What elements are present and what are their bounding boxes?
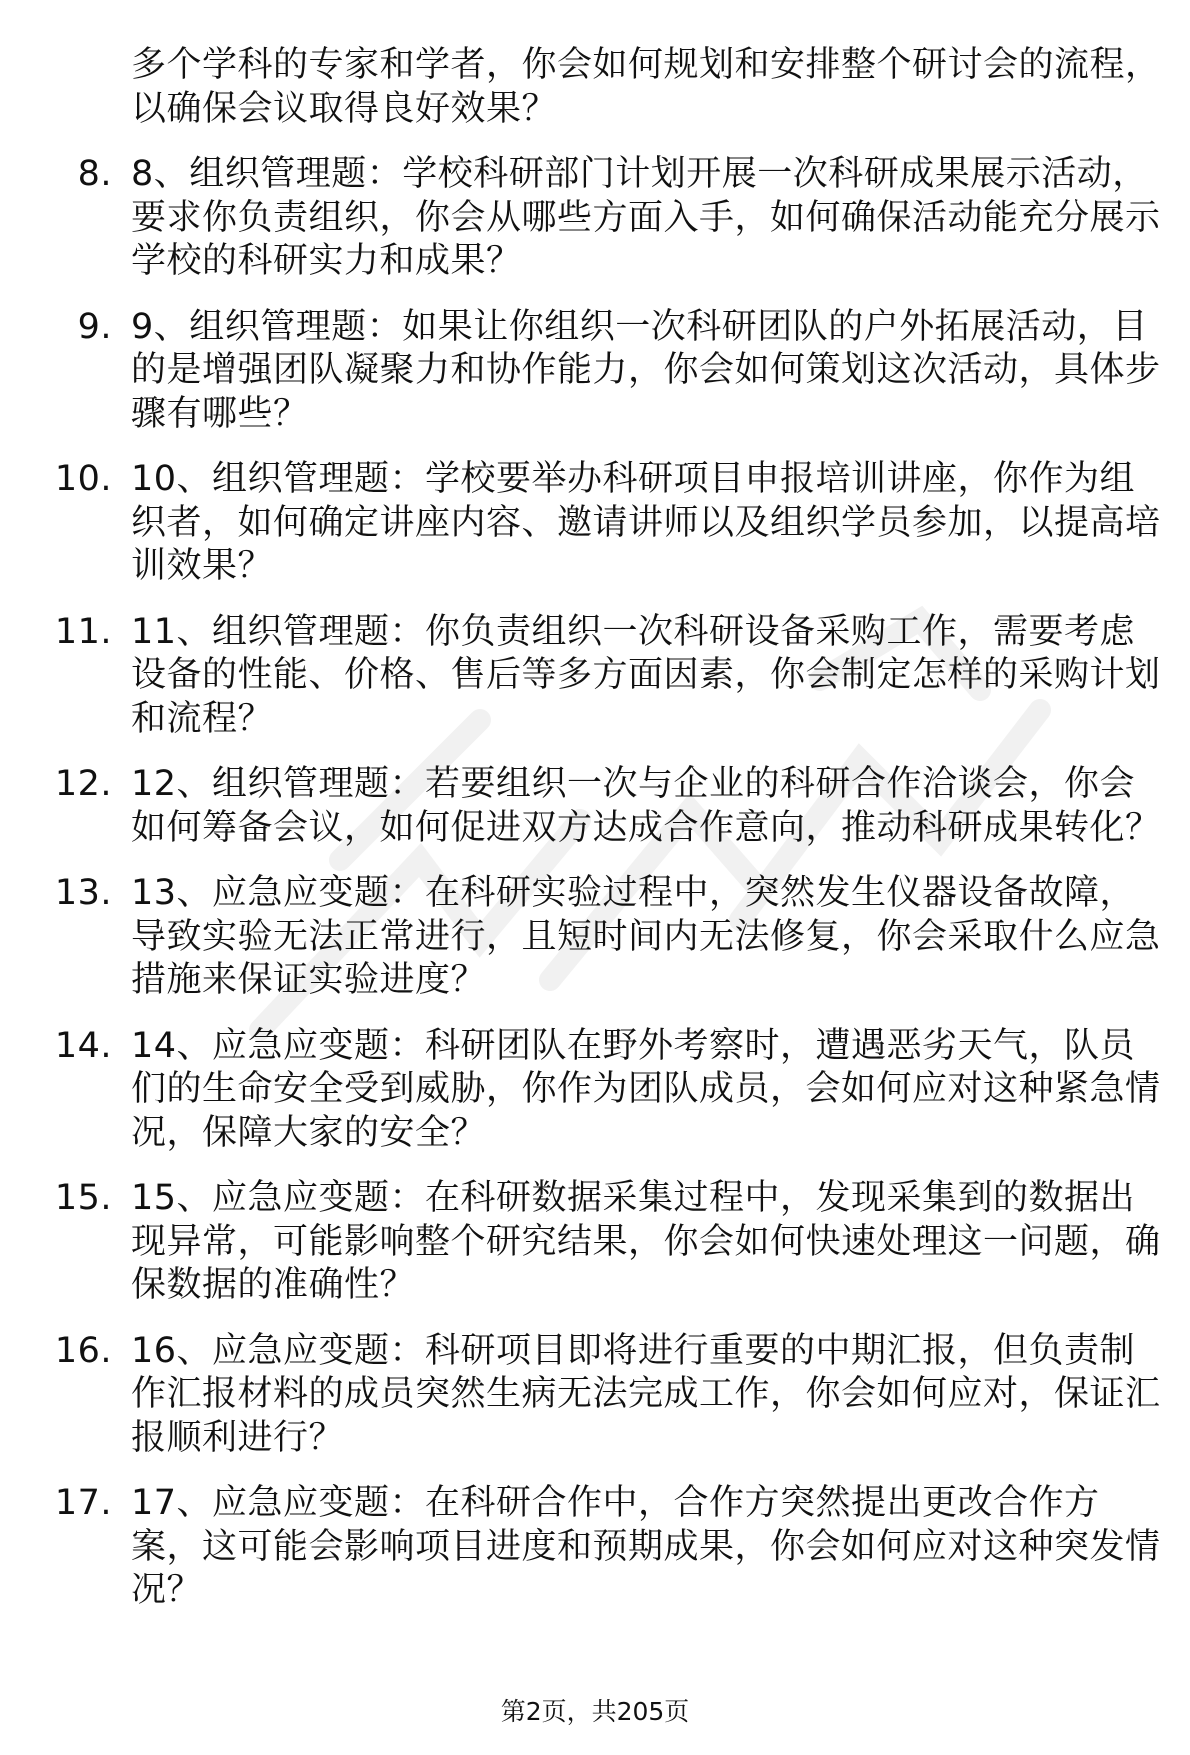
list-item-text: 8、组织管理题：学校科研部门计划开展一次科研成果展示活动，要求你负责组织，你会从哪些方面入手，如何确保活动能充分展示学校的科研实力和成果？ xyxy=(131,154,1161,281)
list-item xyxy=(0,1025,1190,1156)
list-item-number: 12. xyxy=(54,764,112,804)
list-item xyxy=(0,458,1190,589)
list-item xyxy=(0,306,1190,437)
list-item-number: 13. xyxy=(54,873,112,913)
list-item xyxy=(0,1330,1190,1461)
list-item xyxy=(0,763,1190,850)
list-item-text: 17、应急应变题：在科研合作中，合作方突然提出更改合作方案，这可能会影响项目进度和预期成果，你会如何应对这种突发情况？ xyxy=(131,1483,1161,1610)
list-item xyxy=(0,153,1190,284)
document-body xyxy=(0,44,1190,1635)
continuation-text: 多个学科的专家和学者，你会如何规划和安排整个研讨会的流程，以确保会议取得良好效果？ xyxy=(131,45,1161,129)
list-item-number: 17. xyxy=(54,1483,112,1523)
list-item-text: 13、应急应变题：在科研实验过程中，突然发生仪器设备故障，导致实验无法正常进行，且短时间内无法修复，你会采取什么应急措施来保证实验进度？ xyxy=(131,873,1161,1000)
list-item-number: 10. xyxy=(54,459,112,499)
list-item-number: 8. xyxy=(77,154,112,194)
list-item-text: 10、组织管理题：学校要举办科研项目申报培训讲座，你作为组织者，如何确定讲座内容、邀请讲师以及组织学员参加，以提高培训效果？ xyxy=(131,459,1161,586)
list-item-number: 16. xyxy=(54,1330,112,1371)
list-item-number: 9. xyxy=(77,306,112,347)
list-item-text: 16、应急应变题：科研项目即将进行重要的中期汇报，但负责制作汇报材料的成员突然生病无法完成工作，你会如何应对，保证汇报顺利进行？ xyxy=(131,1330,1161,1458)
list-item xyxy=(0,1482,1190,1613)
list-item-number: 11. xyxy=(54,611,112,652)
list-item-number: 14. xyxy=(54,1025,112,1066)
list-item-text: 9、组织管理题：如果让你组织一次科研团队的户外拓展活动，目的是增强团队凝聚力和协作能力，你会如何策划这次活动，具体步骤有哪些？ xyxy=(131,306,1161,434)
list-item-text: 11、组织管理题：你负责组织一次科研设备采购工作，需要考虑设备的性能、价格、售后等多方面因素，你会制定怎样的采购计划和流程？ xyxy=(131,611,1161,739)
page-footer: 第2页，共205页 xyxy=(500,1697,690,1726)
list-item xyxy=(0,1177,1190,1308)
list-item xyxy=(0,611,1190,742)
list-item-text: 12、组织管理题：若要组织一次与企业的科研合作洽谈会，你会如何筹备会议，如何促进双方达成合作意向，推动科研成果转化？ xyxy=(131,764,1161,848)
list-item-number: 15. xyxy=(54,1178,112,1218)
list-item-text: 14、应急应变题：科研团队在野外考察时，遭遇恶劣天气，队员们的生命安全受到威胁，你作为团队成员，会如何应对这种紧急情况，保障大家的安全？ xyxy=(131,1025,1161,1153)
continuation-paragraph xyxy=(0,44,1190,131)
list-item-text: 15、应急应变题：在科研数据采集过程中，发现采集到的数据出现异常，可能影响整个研究结果，你会如何快速处理这一问题，确保数据的准确性？ xyxy=(131,1178,1161,1305)
list-item xyxy=(0,872,1190,1003)
